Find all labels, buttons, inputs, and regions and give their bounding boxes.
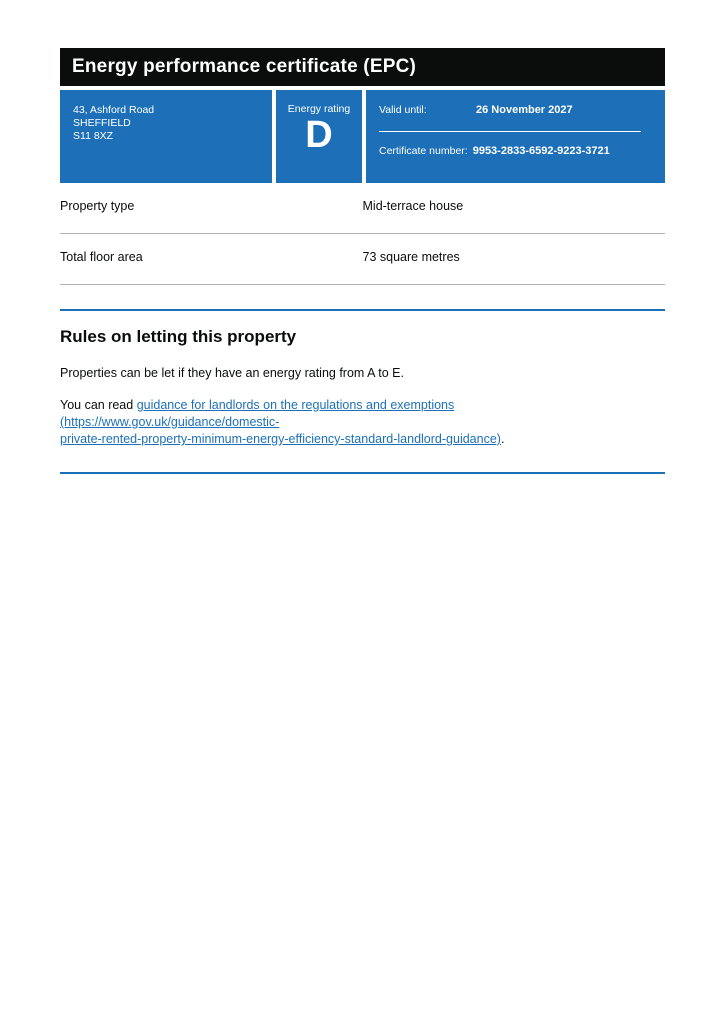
epc-summary-banner: [60, 90, 665, 183]
validity-box: [366, 90, 665, 183]
address-line-3: S11 8XZ: [73, 129, 114, 142]
energy-rating-box: [276, 90, 362, 183]
certificate-number-row: [379, 145, 652, 158]
page-title: Energy performance certificate (EPC): [72, 56, 417, 77]
section-break-bottom: [60, 472, 665, 474]
guidance-link-suffix: .: [500, 432, 505, 446]
energy-rating-label: Energy rating: [287, 103, 351, 115]
guidance-link-intro: You can read: [60, 398, 137, 412]
valid-until-value: 26 November 2027: [476, 104, 573, 116]
address-line-1: 43, Ashford Road: [73, 104, 155, 116]
rules-paragraph: Properties can be let if they have an energy rating from A to E.: [60, 366, 404, 380]
epc-content: [60, 48, 665, 474]
validity-divider: [379, 131, 641, 132]
table-row-total-floor-area: [60, 234, 665, 285]
property-type-value: Mid-terrace house: [362, 199, 464, 213]
certificate-number-value: 9953-2833-6592-9223-3721: [472, 145, 610, 157]
energy-rating-value: D: [305, 114, 333, 156]
valid-until-label: Valid until:: [379, 104, 427, 116]
certificate-number-label: Certificate number:: [379, 145, 468, 157]
property-type-label: Property type: [60, 199, 135, 213]
address-line-2: SHEFFIELD: [73, 116, 131, 129]
property-address: [60, 90, 272, 183]
rules-heading: Rules on letting this property: [60, 327, 297, 346]
total-floor-area-label: Total floor area: [60, 250, 143, 264]
guidance-paragraph: [60, 397, 665, 448]
property-summary-table: [60, 183, 665, 285]
guidance-link-line-1: guidance for landlords on the regulations and exemptions (https://www.gov.uk/guidance/domestic-: [60, 398, 455, 429]
table-row-property-type: [60, 183, 665, 234]
page-title-bar: [60, 48, 665, 86]
section-break-top: [60, 309, 665, 311]
total-floor-area-value: 73 square metres: [362, 250, 460, 264]
valid-until-row: [379, 104, 652, 117]
guidance-link-line-2: private-rented-property-minimum-energy-efficiency-standard-landlord-guidance): [60, 432, 501, 446]
